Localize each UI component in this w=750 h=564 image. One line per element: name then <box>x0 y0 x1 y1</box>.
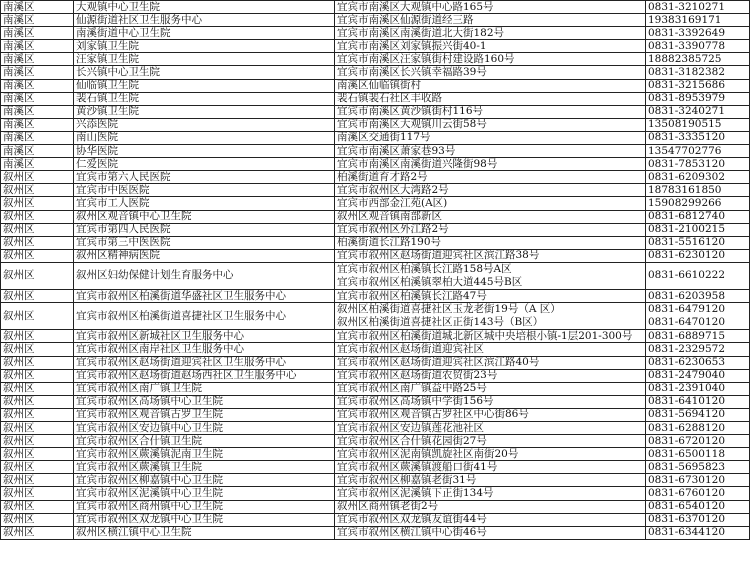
table-row <box>1 53 750 66</box>
phone-cell: 0831-6209302 <box>646 171 750 184</box>
table-row <box>1 171 750 184</box>
phone-cell: 0831-3240271 <box>646 105 750 118</box>
address-cell: 宜宾市西部金江苑(A区) <box>335 197 646 210</box>
address-cell: 宜宾市叙州区观音镇古罗社区中心街86号 <box>335 408 646 421</box>
phone-cell: 0831-6730120 <box>646 474 750 487</box>
table-row <box>1 343 750 356</box>
hospital-name-cell: 南溪街道中心卫生院 <box>74 27 335 40</box>
address-cell <box>335 262 646 289</box>
district-cell: 叙州区 <box>1 249 74 262</box>
district-cell: 南溪区 <box>1 131 74 144</box>
address-cell: 宜宾市叙州区高场镇中学街156号 <box>335 395 646 408</box>
hospital-name-cell: 宜宾市叙州区南岸社区卫生服务中心 <box>74 343 335 356</box>
hospital-name-cell: 宜宾市中医医院 <box>74 184 335 197</box>
phone-cell: 0831-2100215 <box>646 223 750 236</box>
address-cell: 叙州区商州镇老街2号 <box>335 500 646 513</box>
hospital-name-cell: 黄沙镇卫生院 <box>74 105 335 118</box>
hospital-name-cell: 宜宾市叙州区柏溪街道华盛社区卫生服务中心 <box>74 290 335 303</box>
table-row <box>1 27 750 40</box>
table-row <box>1 474 750 487</box>
district-cell: 叙州区 <box>1 500 74 513</box>
phone-cell: 0831-6230653 <box>646 356 750 369</box>
address-cell: 宜宾市南溪区仙源街道经三路 <box>335 14 646 27</box>
table-row <box>1 236 750 249</box>
table-row <box>1 79 750 92</box>
address-cell-line-1: 叙州区柏溪街道喜捷社区玉龙老街19号（A 区） <box>337 303 561 316</box>
district-cell: 叙州区 <box>1 184 74 197</box>
district-cell: 叙州区 <box>1 223 74 236</box>
table-body <box>1 1 750 540</box>
hospital-name-cell: 叙州区精神病医院 <box>74 249 335 262</box>
table-row <box>1 14 750 27</box>
table-row <box>1 526 750 539</box>
hospital-name-cell: 宜宾市叙州区南广镇卫生院 <box>74 382 335 395</box>
address-cell: 宜宾市叙州区安边镇莲花池社区 <box>335 422 646 435</box>
phone-cell: 19383169171 <box>646 14 750 27</box>
table-row <box>1 408 750 421</box>
table-row <box>1 197 750 210</box>
hospital-name-cell: 叙州区观音镇中心卫生院 <box>74 210 335 223</box>
district-cell: 叙州区 <box>1 262 74 289</box>
district-cell: 叙州区 <box>1 356 74 369</box>
table-row <box>1 500 750 513</box>
hospital-name-cell: 宜宾市叙州区观音镇古罗卫生院 <box>74 408 335 421</box>
hospital-name-cell: 宜宾市叙州区柏溪街道喜捷社区卫生服务中心 <box>74 303 335 330</box>
phone-cell: 0831-5516120 <box>646 236 750 249</box>
district-cell: 叙州区 <box>1 487 74 500</box>
hospital-name-cell: 兴添医院 <box>74 118 335 131</box>
address-cell-line-1: 宜宾市叙州区柏溪镇长江路158号A区 <box>337 262 512 275</box>
table-row <box>1 210 750 223</box>
district-cell: 叙州区 <box>1 422 74 435</box>
hospital-name-cell: 仙源街道社区卫生服务中心 <box>74 14 335 27</box>
district-cell: 叙州区 <box>1 343 74 356</box>
district-cell: 南溪区 <box>1 158 74 171</box>
district-cell: 叙州区 <box>1 461 74 474</box>
district-cell: 叙州区 <box>1 197 74 210</box>
table-row <box>1 1 750 14</box>
table-row <box>1 249 750 262</box>
phone-cell: 0831-3390778 <box>646 40 750 53</box>
table-row <box>1 435 750 448</box>
address-cell: 宜宾市叙州区赵场街道迎宾社区滨江路38号 <box>335 249 646 262</box>
table-row <box>1 145 750 158</box>
address-cell: 宜宾市叙州区大湾路2号 <box>335 184 646 197</box>
table-row <box>1 40 750 53</box>
phone-cell: 15908299266 <box>646 197 750 210</box>
table-row <box>1 262 750 289</box>
phone-cell: 0831-3182382 <box>646 66 750 79</box>
address-cell: 叙州区观音镇南部新区 <box>335 210 646 223</box>
phone-cell: 0831-6500118 <box>646 448 750 461</box>
district-cell: 叙州区 <box>1 513 74 526</box>
table-row <box>1 290 750 303</box>
phone-cell: 0831-2479040 <box>646 369 750 382</box>
table-row <box>1 105 750 118</box>
address-cell: 南溪区交通街117号 <box>335 131 646 144</box>
phone-cell: 0831-6760120 <box>646 487 750 500</box>
phone-cell: 0831-6540120 <box>646 500 750 513</box>
address-cell: 宜宾市南溪区刘家镇振兴街40-1 <box>335 40 646 53</box>
address-cell: 宜宾市南溪区南溪街道北大街182号 <box>335 27 646 40</box>
address-cell: 裴石镇裴石社区丰收路 <box>335 92 646 105</box>
hospital-name-cell: 协华医院 <box>74 145 335 158</box>
phone-cell <box>646 303 750 330</box>
address-cell: 柏溪街道育才路2号 <box>335 171 646 184</box>
hospital-name-cell: 仙临镇卫生院 <box>74 79 335 92</box>
table-row <box>1 422 750 435</box>
address-cell: 宜宾市南溪区大观镇川云街58号 <box>335 118 646 131</box>
address-cell: 宜宾市南溪区长兴镇幸福路39号 <box>335 66 646 79</box>
hospital-name-cell: 汪家镇卫生院 <box>74 53 335 66</box>
table-row <box>1 382 750 395</box>
hospital-name-cell: 宜宾市叙州区柳嘉镇中心卫生院 <box>74 474 335 487</box>
hospital-name-cell: 宜宾市叙州区商州镇中心卫生院 <box>74 500 335 513</box>
district-cell: 南溪区 <box>1 27 74 40</box>
phone-cell: 0831-7853120 <box>646 158 750 171</box>
district-cell: 南溪区 <box>1 92 74 105</box>
address-cell: 宜宾市叙州区柏溪街道城北新区城中央培根小镇-1层201-300号 <box>335 330 646 343</box>
district-cell: 叙州区 <box>1 236 74 249</box>
table-row <box>1 131 750 144</box>
address-cell: 宜宾市叙州区横江镇中心街46号 <box>335 526 646 539</box>
district-cell: 叙州区 <box>1 435 74 448</box>
table-row <box>1 223 750 236</box>
address-cell: 柏溪街道长江路190号 <box>335 236 646 249</box>
phone-cell: 0831-6344120 <box>646 526 750 539</box>
address-cell: 宜宾市叙州区赵场街道农贸街23号 <box>335 369 646 382</box>
phone-cell: 0831-2391040 <box>646 382 750 395</box>
address-cell <box>335 303 646 330</box>
hospital-name-cell: 宜宾市工人医院 <box>74 197 335 210</box>
table-row <box>1 158 750 171</box>
address-cell: 宜宾市叙州区泥溪镇下正街134号 <box>335 487 646 500</box>
table-row <box>1 92 750 105</box>
hospital-name-cell: 宜宾市叙州区新城社区卫生服务中心 <box>74 330 335 343</box>
district-cell: 南溪区 <box>1 145 74 158</box>
hospital-name-cell: 宜宾市第六人民医院 <box>74 171 335 184</box>
address-cell: 宜宾市南溪区萧家巷93号 <box>335 145 646 158</box>
phone-cell-line-1: 0831-6479120 <box>648 303 726 316</box>
phone-cell: 0831-6230120 <box>646 249 750 262</box>
district-cell: 南溪区 <box>1 66 74 79</box>
phone-cell: 13508190515 <box>646 118 750 131</box>
district-cell: 叙州区 <box>1 303 74 330</box>
district-cell: 叙州区 <box>1 382 74 395</box>
hospital-name-cell: 裴石镇卫生院 <box>74 92 335 105</box>
district-cell: 南溪区 <box>1 40 74 53</box>
address-cell-line-2: 宜宾市叙州区柏溪镇翠柏大道445号B区 <box>337 275 523 288</box>
hospital-name-cell: 宜宾市第三中医医院 <box>74 236 335 249</box>
table-row <box>1 513 750 526</box>
hospital-name-cell: 宜宾市叙州区安边镇中心卫生院 <box>74 422 335 435</box>
phone-cell: 0831-6410120 <box>646 395 750 408</box>
address-cell: 宜宾市叙州区柏溪镇长江路47号 <box>335 290 646 303</box>
phone-cell: 0831-6370120 <box>646 513 750 526</box>
address-cell: 宜宾市叙州区蕨溪镇渡船口街41号 <box>335 461 646 474</box>
address-cell: 宜宾市叙州区赵场街道迎宾社区 <box>335 343 646 356</box>
hospital-name-cell: 叙州区妇幼保健计划生育服务中心 <box>74 262 335 289</box>
hospital-name-cell: 大观镇中心卫生院 <box>74 1 335 14</box>
phone-cell-line-2: 0831-6470120 <box>648 316 726 329</box>
district-cell: 叙州区 <box>1 526 74 539</box>
table-row <box>1 461 750 474</box>
hospital-name-cell: 宜宾市叙州区赵场街道赵场西社区卫生服务中心 <box>74 369 335 382</box>
district-cell: 南溪区 <box>1 14 74 27</box>
phone-cell: 0831-2329572 <box>646 343 750 356</box>
phone-cell: 18882385725 <box>646 53 750 66</box>
address-cell: 宜宾市南溪区大观镇中心路165号 <box>335 1 646 14</box>
address-cell: 宜宾市叙州区泥南镇凯旋社区南街20号 <box>335 448 646 461</box>
table-row <box>1 184 750 197</box>
district-cell: 叙州区 <box>1 369 74 382</box>
hospital-name-cell: 宜宾市叙州区蕨溪镇卫生院 <box>74 461 335 474</box>
table-row <box>1 356 750 369</box>
district-cell: 南溪区 <box>1 105 74 118</box>
district-cell: 南溪区 <box>1 1 74 14</box>
phone-cell: 0831-6288120 <box>646 422 750 435</box>
phone-cell: 0831-6812740 <box>646 210 750 223</box>
district-cell: 叙州区 <box>1 290 74 303</box>
table-row <box>1 330 750 343</box>
phone-cell: 0831-3392649 <box>646 27 750 40</box>
phone-cell: 0831-5694120 <box>646 408 750 421</box>
hospital-name-cell: 宜宾市叙州区赵场街道迎宾社区卫生服务中心 <box>74 356 335 369</box>
phone-cell: 0831-6203958 <box>646 290 750 303</box>
address-cell: 宜宾市叙州区双龙镇友谊街44号 <box>335 513 646 526</box>
table-row <box>1 395 750 408</box>
hospital-name-cell: 宜宾市叙州区蕨溪镇泥南卫生院 <box>74 448 335 461</box>
address-cell-line-2: 叙州区柏溪街道喜捷社区正街143号（B区） <box>337 316 544 329</box>
district-cell: 叙州区 <box>1 210 74 223</box>
district-cell: 南溪区 <box>1 79 74 92</box>
table-row <box>1 448 750 461</box>
address-cell: 宜宾市叙州区赵场街道迎宾社区滨江路40号 <box>335 356 646 369</box>
district-cell: 叙州区 <box>1 171 74 184</box>
table-row <box>1 66 750 79</box>
phone-cell: 13547702776 <box>646 145 750 158</box>
phone-cell: 0831-6720120 <box>646 435 750 448</box>
phone-cell: 0831-3215686 <box>646 79 750 92</box>
district-cell: 叙州区 <box>1 330 74 343</box>
phone-cell: 0831-3210271 <box>646 1 750 14</box>
address-cell: 宜宾市叙州区外江路2号 <box>335 223 646 236</box>
table-row <box>1 369 750 382</box>
hospital-name-cell: 宜宾市叙州区泥溪镇中心卫生院 <box>74 487 335 500</box>
address-cell: 宜宾市南溪区黄沙镇街村116号 <box>335 105 646 118</box>
hospital-name-cell: 刘家镇卫生院 <box>74 40 335 53</box>
phone-cell: 0831-6889715 <box>646 330 750 343</box>
address-cell: 宜宾市叙州区柳嘉镇老街31号 <box>335 474 646 487</box>
phone-cell: 0831-5695823 <box>646 461 750 474</box>
phone-cell: 0831-3335120 <box>646 131 750 144</box>
district-cell: 叙州区 <box>1 395 74 408</box>
hospital-name-cell: 南山医院 <box>74 131 335 144</box>
address-cell: 南溪区仙临镇街村 <box>335 79 646 92</box>
district-cell: 南溪区 <box>1 118 74 131</box>
district-cell: 叙州区 <box>1 474 74 487</box>
address-cell: 宜宾市叙州区合什镇花园街27号 <box>335 435 646 448</box>
table-row <box>1 487 750 500</box>
hospital-name-cell: 仁爱医院 <box>74 158 335 171</box>
address-cell: 宜宾市南溪区南溪街道兴隆街98号 <box>335 158 646 171</box>
hospital-name-cell: 宜宾市叙州区双龙镇中心卫生院 <box>74 513 335 526</box>
hospital-name-cell: 宜宾市叙州区合什镇卫生院 <box>74 435 335 448</box>
address-cell: 宜宾市叙州区南广镇益中路25号 <box>335 382 646 395</box>
hospital-name-cell: 宜宾市第四人民医院 <box>74 223 335 236</box>
district-cell: 叙州区 <box>1 408 74 421</box>
phone-cell: 0831-8953979 <box>646 92 750 105</box>
address-cell: 宜宾市南溪区汪家镇街村建设路160号 <box>335 53 646 66</box>
hospital-name-cell: 长兴镇中心卫生院 <box>74 66 335 79</box>
table-row <box>1 303 750 330</box>
hospital-name-cell: 叙州区横江镇中心卫生院 <box>74 526 335 539</box>
district-cell: 叙州区 <box>1 448 74 461</box>
district-cell: 南溪区 <box>1 53 74 66</box>
phone-cell: 18783161850 <box>646 184 750 197</box>
hospital-name-cell: 宜宾市叙州区高场镇中心卫生院 <box>74 395 335 408</box>
table-row <box>1 118 750 131</box>
phone-cell: 0831-6610222 <box>646 262 750 289</box>
